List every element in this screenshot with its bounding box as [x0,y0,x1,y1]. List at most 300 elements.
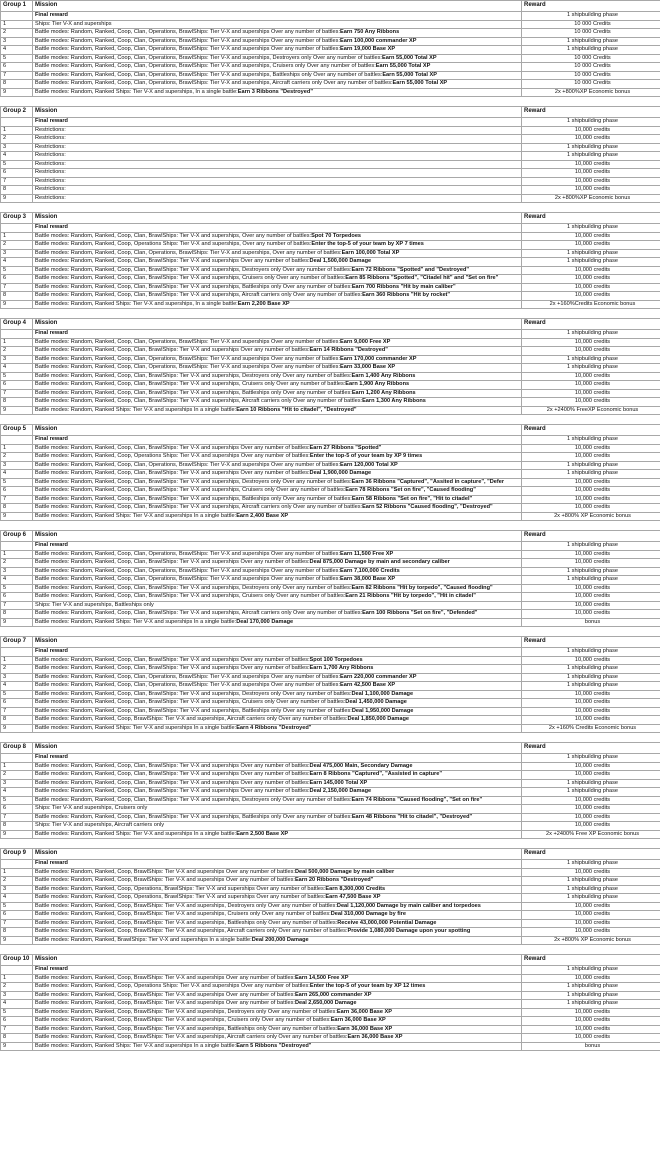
reward-column-header: Reward [522,212,660,223]
mission-row [1,576,660,585]
mission-row [1,762,660,771]
reward-value: 10,000 credits [522,1025,660,1034]
mission-cell [33,512,522,521]
mission-goal: Deal 1,120,000 Damage by main caliber and torpedoes [336,902,481,909]
reward-value: 1 shipbuilding phase [522,249,660,258]
mission-cell [33,241,522,250]
mission-conditions: Battle modes: Random, Ranked Ships: Tier V-X and superships In a single battle: [35,1042,237,1049]
mission-cell [33,194,522,203]
reward-value: 10,000 credits [522,241,660,250]
mission-conditions: Battle modes: Random, Ranked, Coop, BrawlShips: Tier V-X and superships, Cruisers only Over any number of battles: [35,1017,331,1024]
mission-cell [33,37,522,46]
mission-goal: Deal 170,000 Damage [236,618,294,625]
mission-row [1,487,660,496]
mission-conditions: Battle modes: Random, Ranked, Coop, Clan, BrawlShips: Tier V-X and superships Over any number of battles: [35,771,310,778]
group-title: Group 5 [1,424,33,435]
reward-value: 2x +800% XP Economic bonus [522,936,660,945]
mission-goal: Earn 72 Ribbons "Spotted" and "Destroyed" [351,266,470,273]
mission-row [1,512,660,521]
mission-conditions: Battle modes: Random, Ranked Ships: Tier V-X and superships In a single battle: [35,724,237,731]
group-header-row [1,848,660,859]
mission-conditions: Battle modes: Random, Ranked, Coop, Clan, BrawlShips: Tier V-X and superships, Aircraft carriers only Over any number of battles: [35,398,363,405]
mission-cell [33,673,522,682]
mission-goal: Earn 4 Ribbons "Destroyed" [236,724,312,731]
mission-cell [33,771,522,780]
mission-goal: Earn 36 Ribbons "Captured", "Assited in capture", "Defer [351,478,505,485]
mission-row [1,779,660,788]
mission-cell [33,478,522,487]
mission-column-header: Mission [33,212,522,223]
mission-cell [33,567,522,576]
row-number: 2 [1,135,33,144]
mission-cell [33,1025,522,1034]
row-number: 1 [1,656,33,665]
reward-value: 1 shipbuilding phase [522,1000,660,1009]
group-title: Group 3 [1,212,33,223]
row-number: 4 [1,470,33,479]
reward-value: 1 shipbuilding phase [522,983,660,992]
mission-goal: Earn 19,000 Base XP [340,46,396,53]
row-number: 6 [1,275,33,284]
group-table [0,848,660,945]
mission-row [1,707,660,716]
mission-row [1,444,660,453]
group-spacer [0,203,660,212]
mission-goal: Earn 2,400 Base XP [236,512,289,519]
group-table [0,0,660,97]
reward-value: 1 shipbuilding phase [522,37,660,46]
mission-row [1,347,660,356]
mission-conditions: Battle modes: Random, Ranked, Coop, BrawlShips: Tier V-X and superships Over any number of battles: [35,877,295,884]
mission-conditions: Restrictions: [35,126,66,133]
mission-conditions: Battle modes: Random, Ranked, Coop, Clan, BrawlShips: Tier V-X and superships Over any number of battles: [35,258,310,265]
mission-row [1,699,660,708]
group-header-row [1,318,660,329]
reward-value: 10,000 credits [522,398,660,407]
mission-cell [33,1008,522,1017]
mission-cell [33,232,522,241]
reward-value: 1 shipbuilding phase [522,665,660,674]
reward-column-header: Reward [522,318,660,329]
group-header-row [1,954,660,965]
mission-row [1,355,660,364]
mission-conditions: Battle modes: Random, Ranked, Coop, BrawlShips: Tier V-X and superships, Aircraft carriers only Over any number of battles: [35,1034,348,1041]
mission-goal: Deal 2,150,000 Damage [309,788,372,795]
row-number [1,224,33,233]
final-reward-value: 1 shipbuilding phase [522,12,660,21]
group-table [0,424,660,521]
mission-row [1,470,660,479]
mission-row [1,152,660,161]
mission-conditions: Restrictions: [35,177,66,184]
reward-value: 10,000 credits [522,186,660,195]
reward-value: 10,000 credits [522,902,660,911]
mission-goal: Earn 55,000 Total XP [381,54,437,61]
mission-goal: Earn 14 Ribbons "Destroyed" [309,347,388,354]
row-number: 3 [1,461,33,470]
mission-cell [33,788,522,797]
row-number: 7 [1,813,33,822]
mission-conditions: Battle modes: Random, Ranked, Coop, Clan, Operations, BrawlShips: Tier V-X and superships, Aircraft carriers only Over any number of battles: [35,80,393,87]
reward-value: 10,000 credits [522,716,660,725]
row-number: 8 [1,504,33,513]
reward-value: 1 shipbuilding phase [522,152,660,161]
row-number: 8 [1,716,33,725]
mission-row [1,868,660,877]
group-title: Group 4 [1,318,33,329]
final-reward-label: Final reward [33,648,522,657]
mission-cell [33,389,522,398]
mission-row [1,283,660,292]
final-reward-value: 1 shipbuilding phase [522,754,660,763]
mission-goal: Deal 875,000 Damage by main and secondary caliber [309,559,450,566]
mission-row [1,771,660,780]
reward-value: 10,000 credits [522,1034,660,1043]
row-number: 4 [1,364,33,373]
mission-conditions: Ships: Tier V-X and superships, Aircraft carriers only [35,822,165,829]
mission-row [1,1025,660,1034]
mission-goal: Earn 7,100,000 Credits [340,567,400,574]
mission-cell [33,453,522,462]
mission-goal: Earn 27 Ribbons "Spotted" [309,444,382,451]
mission-row [1,177,660,186]
row-number [1,118,33,127]
reward-value: 10,000 credits [522,372,660,381]
mission-row [1,143,660,152]
final-reward-label: Final reward [33,224,522,233]
reward-column-header: Reward [522,954,660,965]
mission-column-header: Mission [33,530,522,541]
final-reward-value: 1 shipbuilding phase [522,330,660,339]
mission-conditions: Battle modes: Random, Ranked, Coop, Clan, BrawlShips: Tier V-X and superships, Cruisers only Over any number of battles: [35,381,346,388]
reward-value: 10 000 Credits [522,20,660,29]
row-number: 1 [1,338,33,347]
mission-goal: Earn 2,500 Base XP [236,830,289,837]
mission-cell [33,249,522,258]
final-reward-row [1,118,660,127]
reward-value: 2x +2400% Free XP Economic bonus [522,830,660,839]
reward-value: 1 shipbuilding phase [522,885,660,894]
mission-goal: Earn 55,000 Total XP [382,71,437,78]
group-header-row [1,530,660,541]
row-number: 2 [1,665,33,674]
mission-conditions: Battle modes: Random, Ranked, Coop, Clan, BrawlShips: Tier V-X and superships, Battleships only Over any number of battles: [35,389,352,396]
reward-value: bonus [522,618,660,627]
row-number: 2 [1,347,33,356]
reward-value: 10,000 credits [522,796,660,805]
row-number: 8 [1,928,33,937]
reward-value: 10,000 credits [522,559,660,568]
row-number: 3 [1,249,33,258]
reward-column-header: Reward [522,742,660,753]
reward-value: 10,000 credits [522,550,660,559]
reward-value: 1 shipbuilding phase [522,46,660,55]
mission-goal: Earn 360 Ribbons "Hit by rocket" [362,292,451,299]
row-number: 7 [1,919,33,928]
mission-conditions: Battle modes: Random, Ranked, Coop, BrawlShips: Tier V-X and superships, Destroyers only Over any number of battles: [35,902,337,909]
mission-row [1,991,660,1000]
reward-column-header: Reward [522,424,660,435]
row-number: 3 [1,355,33,364]
mission-conditions: Battle modes: Random, Ranked, Coop, Clan, BrawlShips: Tier V-X and superships Over any number of battles: [35,470,310,477]
mission-row [1,232,660,241]
mission-row [1,584,660,593]
row-number: 3 [1,991,33,1000]
row-number: 2 [1,771,33,780]
final-reward-value: 1 shipbuilding phase [522,860,660,869]
mission-conditions: Battle modes: Random, Ranked, Coop, BrawlShips: Tier V-X and superships, Destroyers only Over any number of battles: [35,1008,337,1015]
final-reward-value: 1 shipbuilding phase [522,966,660,975]
mission-cell [33,152,522,161]
mission-row [1,88,660,97]
mission-conditions: Battle modes: Random, Ranked Ships: Tier V-X and superships In a single battle: [35,406,237,413]
mission-goal: Earn 33,000 Base XP [340,364,396,371]
mission-goal: Earn 58 Ribbons "Set on fire", "Hit to citadel" [351,495,473,502]
mission-row [1,275,660,284]
mission-conditions: Battle modes: Random, Ranked, Coop, Clan, BrawlShips: Tier V-X and superships Over any number of battles: [35,762,310,769]
mission-row [1,894,660,903]
reward-value: 1 shipbuilding phase [522,682,660,691]
group-spacer [0,839,660,848]
final-reward-row [1,330,660,339]
row-number: 2 [1,877,33,886]
final-reward-row [1,12,660,21]
row-number: 4 [1,894,33,903]
mission-row [1,381,660,390]
mission-goal: Earn 100 Ribbons "Set on fire", "Defended" [362,610,478,617]
mission-conditions: Battle modes: Random, Ranked, Coop, Clan, BrawlShips: Tier V-X and superships, Battleships only Over any number of battles: [35,707,352,714]
row-number: 1 [1,20,33,29]
reward-value: 1 shipbuilding phase [522,877,660,886]
reward-value: 10,000 credits [522,232,660,241]
mission-goal: Earn 8 Ribbons "Captured", "Assisted in capture" [309,771,442,778]
mission-cell [33,618,522,627]
mission-conditions: Battle modes: Random, Ranked, Coop, Clan, Operations, BrawlShips: Tier V-X and superships, Over any number of battles: [35,249,342,256]
mission-cell [33,283,522,292]
mission-conditions: Battle modes: Random, Ranked, Coop, Clan, Operations, BrawlShips: Tier V-X and superships Over any number of battles: [35,364,341,371]
mission-goal: Earn 120,000 Total XP [340,461,398,468]
mission-row [1,690,660,699]
final-reward-label: Final reward [33,436,522,445]
final-reward-row [1,860,660,869]
mission-conditions: Battle modes: Random, Ranked, Coop, Clan, BrawlShips: Tier V-X and superships Over any number of battles: [35,559,310,566]
mission-goal: Deal 1,100,000 Damage [351,690,414,697]
mission-goal: Deal 1,450,000 Damage [345,699,407,706]
reward-value: 10,000 credits [522,453,660,462]
mission-row [1,885,660,894]
mission-conditions: Battle modes: Random, Ranked Ships: Tier V-X and superships In a single battle: [35,618,237,625]
row-number: 7 [1,389,33,398]
mission-row [1,567,660,576]
row-number: 9 [1,300,33,309]
row-number: 5 [1,1008,33,1017]
group-spacer [0,945,660,954]
mission-column-header: Mission [33,424,522,435]
row-number: 6 [1,169,33,178]
reward-value: 10,000 credits [522,338,660,347]
mission-conditions: Battle modes: Random, Ranked, Coop, Clan, Operations, BrawlShips: Tier V-X and superships Over any number of battles: [35,550,341,557]
mission-cell [33,690,522,699]
mission-cell [33,610,522,619]
mission-cell [33,364,522,373]
row-number [1,754,33,763]
final-reward-label: Final reward [33,966,522,975]
mission-cell [33,877,522,886]
mission-row [1,135,660,144]
mission-goal: Earn 42,500 Base XP [340,682,396,689]
row-number: 4 [1,46,33,55]
mission-conditions: Battle modes: Random, Ranked, Coop, Clan, BrawlShips: Tier V-X and superships, Cruisers only Over any number of battles: [35,275,346,282]
mission-row [1,338,660,347]
mission-cell [33,1017,522,1026]
mission-conditions: Battle modes: Random, Ranked, Coop, BrawlShips: Tier V-X and superships, Aircraft carriers only Over any number of battles: [35,716,348,723]
row-number: 6 [1,593,33,602]
group-title: Group 7 [1,636,33,647]
mission-goal: Enter the top-5 of your team by XP 7 times [311,241,424,248]
mission-cell [33,830,522,839]
mission-row [1,364,660,373]
row-number: 7 [1,1025,33,1034]
mission-goal: Enter the top-5 of your team by XP 12 times [309,983,426,990]
reward-value: 10,000 credits [522,974,660,983]
row-number: 8 [1,186,33,195]
mission-row [1,796,660,805]
row-number: 3 [1,567,33,576]
mission-cell [33,135,522,144]
mission-goal: Deal 1,850,000 Damage [347,716,410,723]
mission-conditions: Battle modes: Random, Ranked, Coop, Clan, Operations, BrawlShips: Tier V-X and superships Over any number of battles: [35,46,341,53]
mission-goal: Earn 47,500 Base XP [325,894,381,901]
mission-row [1,682,660,691]
group-spacer [0,521,660,530]
mission-conditions: Battle modes: Random, Ranked, Coop, Clan, BrawlShips: Tier V-X and superships Over any number of battles: [35,347,310,354]
mission-cell [33,504,522,513]
mission-cell [33,796,522,805]
mission-row [1,71,660,80]
mission-row [1,186,660,195]
mission-row [1,389,660,398]
mission-column-header: Mission [33,636,522,647]
reward-value: 2x +800%XP Economic bonus [522,194,660,203]
mission-conditions: Battle modes: Random, Ranked, Coop, Clan, Operations, BrawlShips: Tier V-X and superships Over any number of battles: [35,682,341,689]
mission-row [1,1034,660,1043]
mission-column-header: Mission [33,848,522,859]
mission-conditions: Battle modes: Random, Ranked, Coop, BrawlShips: Tier V-X and superships Over any number of battles: [35,974,295,981]
row-number [1,860,33,869]
mission-cell [33,885,522,894]
mission-conditions: Restrictions: [35,152,66,159]
final-reward-label: Final reward [33,860,522,869]
mission-goal: Earn 36,000 Base XP [330,1017,386,1024]
mission-conditions: Battle modes: Random, Ranked, Coop, Clan, BrawlShips: Tier V-X and superships, Cruisers only Over any number of battles: [35,593,346,600]
reward-value: 10,000 credits [522,656,660,665]
final-reward-value: 1 shipbuilding phase [522,436,660,445]
final-reward-value: 1 shipbuilding phase [522,542,660,551]
group-title: Group 9 [1,848,33,859]
mission-conditions: Battle modes: Random, Ranked, Coop, Operations Ships: Tier V-X and superships Over any number of battles: [35,983,310,990]
mission-conditions: Battle modes: Random, Ranked, Coop, Clan, Operations, BrawlShips: Tier V-X and superships Over any number of battles: [35,338,341,345]
row-number: 8 [1,292,33,301]
group-header-row [1,212,660,223]
mission-cell [33,576,522,585]
row-number: 9 [1,830,33,839]
mission-cell [33,169,522,178]
row-number: 4 [1,788,33,797]
reward-value: 1 shipbuilding phase [522,143,660,152]
mission-cell [33,63,522,72]
mission-row [1,258,660,267]
mission-row [1,29,660,38]
mission-cell [33,80,522,89]
mission-goal: Provide 1,080,000 Damage upon your spotting [347,928,471,935]
row-number: 7 [1,71,33,80]
mission-cell [33,160,522,169]
mission-row [1,974,660,983]
mission-cell [33,974,522,983]
mission-goal: Earn 36,000 Base XP [336,1008,392,1015]
mission-goal: Earn 38,000 Base XP [340,576,396,583]
mission-conditions: Battle modes: Random, Ranked, Coop, Operations Ships: Tier V-X and superships Over any number of battles: [35,453,310,460]
final-reward-row [1,542,660,551]
mission-conditions: Ships: Tier V-X and superships [35,20,112,27]
mission-goal: Deal 500,000 Damage by main caliber [294,868,395,875]
group-title: Group 2 [1,106,33,117]
mission-conditions: Battle modes: Random, Ranked, Coop, Operations, BrawlShips: Tier V-X and superships Over any number of battles: [35,894,326,901]
mission-goal: Deal 1,500,000 Damage [309,258,372,265]
mission-cell [33,1000,522,1009]
reward-value: 1 shipbuilding phase [522,355,660,364]
mission-row [1,1042,660,1051]
group-header-row [1,106,660,117]
mission-row [1,20,660,29]
mission-cell [33,126,522,135]
mission-cell [33,813,522,822]
mission-row [1,80,660,89]
reward-value: 10,000 credits [522,813,660,822]
mission-conditions: Ships: Tier V-X and superships, Battleships only [35,601,154,608]
group-spacer [0,627,660,636]
reward-value: 1 shipbuilding phase [522,779,660,788]
mission-row [1,398,660,407]
mission-row [1,618,660,627]
group-spacer [0,97,660,106]
mission-conditions: Battle modes: Random, Ranked, Coop, BrawlShips: Tier V-X and superships, Cruisers only Over any number of battles: [35,911,331,918]
reward-value: 10,000 credits [522,805,660,814]
row-number: 8 [1,398,33,407]
row-number: 2 [1,983,33,992]
mission-cell [33,699,522,708]
mission-goal: Earn 48 Ribbons "Hit to citadel", "Destroyed" [351,813,473,820]
reward-value: 10 000 Credits [522,54,660,63]
mission-goal: Earn 52 Ribbons "Caused flooding", "Destroyed" [362,504,493,511]
group-header-row [1,1,660,12]
mission-conditions: Battle modes: Random, Ranked, Coop, Clan, Operations, BrawlShips: Tier V-X and superships Over any number of battles: [35,29,341,36]
reward-value: 10 000 Credits [522,63,660,72]
mission-row [1,928,660,937]
row-number: 3 [1,885,33,894]
mission-cell [33,991,522,1000]
mission-conditions: Battle modes: Random, Ranked, Coop, Clan, BrawlShips: Tier V-X and superships Over any number of battles: [35,665,310,672]
row-number: 1 [1,126,33,135]
mission-conditions: Battle modes: Random, Ranked, Coop, Clan, BrawlShips: Tier V-X and superships, Battleships only Over any number of battles: [35,283,352,290]
reward-value: 10 000 Credits [522,71,660,80]
mission-cell [33,983,522,992]
group-table [0,318,660,415]
mission-goal: Earn 36,000 Base XP [337,1025,393,1032]
reward-value: 10,000 credits [522,292,660,301]
mission-cell [33,372,522,381]
reward-value: 10,000 credits [522,868,660,877]
